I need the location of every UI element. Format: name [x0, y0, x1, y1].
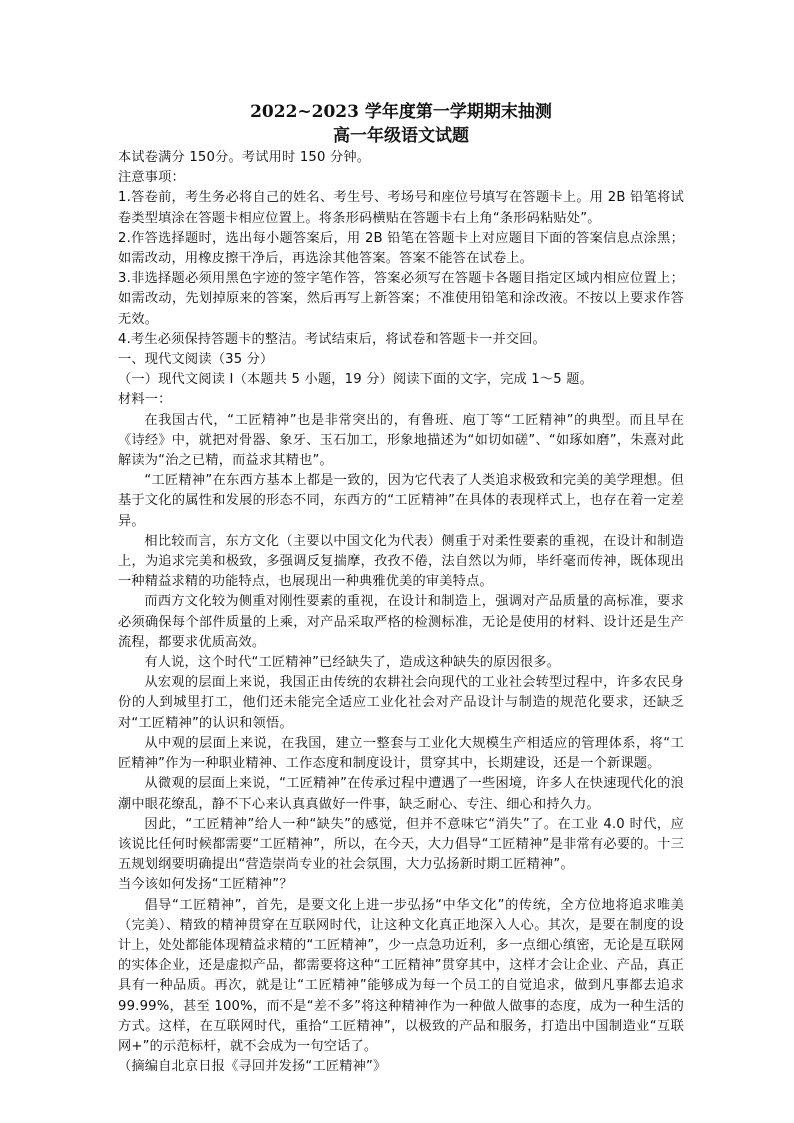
notice-item: 3.非选择题必须用黑色字迹的签字笔作答，答案必须写在答题卡各题目指定区域内相应位置上；如需改动，先划掉原来的答案，然后再写上新答案；不准使用铅笔和涂改液。不按以上要求作答无效。: [118, 271, 684, 327]
exam-page: [118, 100, 684, 1077]
passage-paragraph: “工匠精神”在东西方基本上都是一致的，因为它代表了人类追求极致和完美的美学理想。但基于文化的属性和发展的形态不同，东西方的“工匠精神”在具体的表现样式上，也存在着一定差异。: [118, 473, 684, 529]
passage-paragraph: 有人说，这个时代“工匠精神”已经缺失了，造成这种缺失的原因很多。: [144, 655, 561, 671]
passage-paragraph: 而西方文化较为侧重对刚性要素的重视，在设计和制造上，强调对产品质量的高标准，要求必须确保每个部件质量的上乘，对产品采取严格的检测标准，无论是使用的材料、设计还是生产流程，都要求优质高效。: [118, 594, 684, 650]
exam-title: 2022~2023 学年度第一学期期末抽测: [250, 102, 552, 122]
exam-subtitle: 高一年级语文试题: [333, 126, 469, 146]
passage-paragraph: 在我国古代，“工匠精神”也是非常突出的，有鲁班、庖丁等“工匠精神”的典型。而且早在《诗经》中，就把对骨器、象牙、玉石加工，形象地描述为“如切如磋”、“如琢如磨”，朱熹对此解读为“治之已精，而益求其精也”。: [118, 412, 684, 469]
passage-paragraph: 从微观的层面上来说，“工匠精神”在传承过程中遭遇了一些困境，许多人在快速现代化的浪潮中眼花缭乱，静不下心来认真真做好一件事，缺乏耐心、专注、细心和持久力。: [118, 776, 684, 812]
passage-paragraph: 因此，“工匠精神”给人一种“缺失”的感觉，但并不意味它“消失”了。在工业 4.0 时代，应该说比任何时候都需要“工匠精神”，所以，在今天，大力倡导“工匠精神”是非常有必要的。十三五规划纲要明确提出“营造崇尚专业的社会氛围，大力弘扬新时期工匠精神”。: [118, 816, 684, 873]
passage-paragraph: 相比较而言，东方文化（主要以中国文化为代表）侧重于对柔性要素的重视，在设计和制造上，为追求完美和极致，多强调反复揣摩，孜孜不倦，法自然以为师，毕纤毫而传神，既体现出一种精益求精的功能特点，也展现出一种典雅优美的审美特点。: [118, 533, 684, 590]
material-label: 材料一：: [118, 392, 172, 408]
notice-item: 2.作答选择题时，选出每小题答案后，用 2B 铅笔在答题卡上对应题目下面的答案信息点涂黑；如需改动，用橡皮擦干净后，再选涂其他答案。答案不能答在试卷上。: [118, 230, 684, 267]
passage-paragraph: 从宏观的层面上来说，我国正由传统的农耕社会向现代的工业社会转型过程中，许多农民身份的人到城里打工，他们还未能完全适应工业化社会对产品设计与制造的规范化要求，还缺乏对“工匠精神”的认识和领悟。: [118, 675, 684, 731]
intro-line: 本试卷满分 150分。考试用时 150 分钟。: [118, 150, 371, 165]
notice-item: 1.答卷前，考生务必将自己的姓名、考生号、考场号和座位号填写在答题卡上。用 2B 铅笔将试卷类型填涂在答题卡相应位置上。将条形码横贴在答题卡右上角“条形码粘贴处”。: [118, 190, 684, 226]
question-line: 当今该如何发扬“工匠精神”？: [118, 877, 293, 893]
notice-heading: 注意事项：: [118, 170, 185, 186]
section-heading: 一、现代文阅读（35 分）: [118, 352, 274, 368]
subsection-heading: （一）现代文阅读 I（本题共 5 小题，19 分）阅读下面的文字，完成 1～5 题。: [118, 372, 594, 388]
notice-item: 4.考生必须保持答题卡的整洁。考试结束后，将试卷和答题卡一并交回。: [118, 331, 546, 347]
passage-paragraph: 从中观的层面上来说，在我国，建立一整套与工业化大规模生产相适应的管理体系，将“工匠精神”作为一种职业精神、工作态度和制度设计，贯穿其中，长期建设，还是一个新课题。: [118, 735, 684, 772]
source-citation: （摘编自北京日报《寻回并发扬“工匠精神”》: [118, 1059, 387, 1075]
passage-paragraph: 倡导“工匠精神”，首先，是要文化上进一步弘扬“中华文化”的传统，全方位地将追求唯美（完美）、精致的精神贯穿在互联网时代，让这种文化真正地深入人心。其次，是要在制度的设计上，处处都能体现精益求精的“工匠精神”，少一点急功近利，多一点细心缜密，无论是互联网的实体企业，还是虚拟产品，都需要将这种“工匠精神”贯穿其中，这样才会让企业、产品，真正具有一种品质。再次，就是让“工匠精神”能够成为每一个员工的自觉追求，做到凡事都去追求 99.99%，甚至 100%，而不是“差不多”将这种精神作为一种做人做事的态度，成为一种生活的方式。这样，在互联网时代，重拾“工匠精神”，以极致的产品和服务，打造出中国制造业“互联网+”的示范标杆，就不会成为一句空话了。: [118, 897, 684, 1054]
